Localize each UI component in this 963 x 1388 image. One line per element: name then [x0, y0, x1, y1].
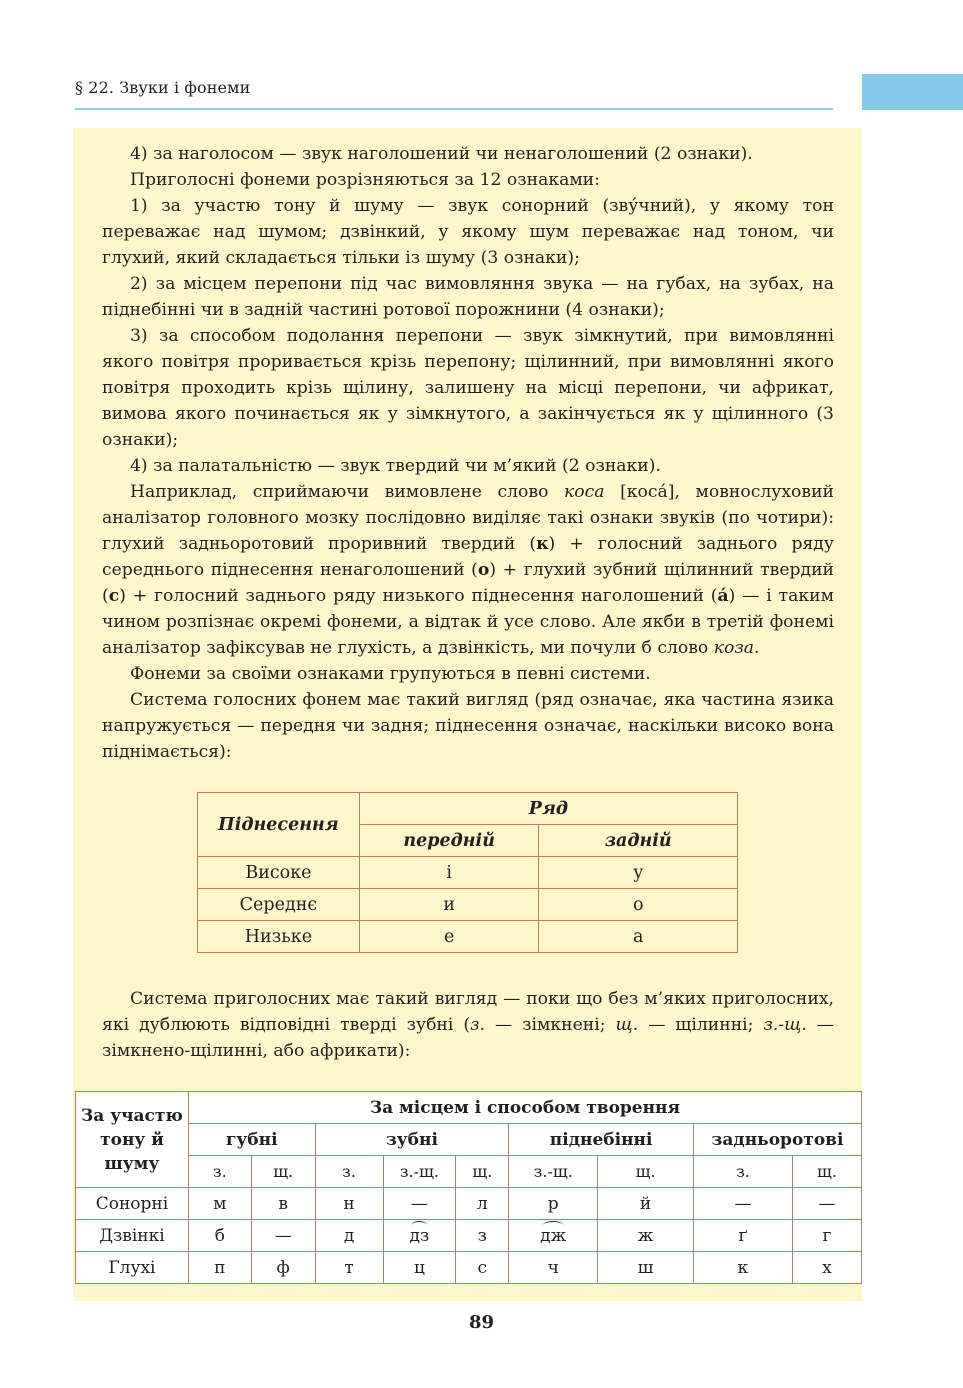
- affricate-dz: дз: [409, 1225, 430, 1246]
- table-cell: д: [315, 1220, 383, 1252]
- table-row: [198, 921, 738, 953]
- table-cell: л: [456, 1188, 509, 1220]
- table-cell: ц: [383, 1252, 456, 1284]
- table-row: [198, 889, 738, 921]
- paragraph: Фонеми за своїми ознаками групуються в певні системи.: [130, 664, 651, 684]
- table-cell: м: [188, 1188, 251, 1220]
- vowel-table: [197, 792, 738, 953]
- table-row: [76, 1252, 862, 1284]
- table-cell: ґ: [694, 1220, 793, 1252]
- table-cell: у: [539, 857, 738, 889]
- manner-header: щ.: [456, 1156, 509, 1188]
- manner-header: щ.: [598, 1156, 694, 1188]
- table-cell: [383, 1220, 456, 1252]
- table-cell: р: [509, 1188, 598, 1220]
- paragraph: 4) за наголосом — звук наголошений чи ненаголошений (2 ознаки).: [130, 144, 753, 164]
- row-label: Дзвінкі: [76, 1220, 189, 1252]
- table-cell: н: [315, 1188, 383, 1220]
- row-label: Середнє: [198, 889, 360, 921]
- row-label: Сонорні: [76, 1188, 189, 1220]
- consonant-table-corner: За участю тону й шуму: [76, 1092, 189, 1188]
- table-cell: й: [598, 1188, 694, 1220]
- row-label: Високе: [198, 857, 360, 889]
- paragraph-example: Наприклад, сприймаючи вимовлене слово коса [коса́], мовнослуховий аналізатор головного мозку послідовно виділяє такі ознаки звуків (по чотири): глухий задньоротовий проривний твердий (к) + голосний заднього ряду середнього піднесення ненаголошений (о) + глухий зубний щілинний твердий (с) + голосний заднього ряду низького піднесення наголошений (а́) — і таким чином розпізнає окремі фонеми, а відтак й усе слово. Але якби в третій фонемі аналізатор зафіксував не глухість, а дзвінкість, ми почули б слово коза.: [102, 482, 835, 658]
- place-header: зубні: [315, 1124, 509, 1156]
- table-cell: —: [383, 1188, 456, 1220]
- word-kosa: коса: [564, 482, 605, 502]
- table-cell: т: [315, 1252, 383, 1284]
- header-divider: [75, 108, 833, 110]
- paragraph: 4) за палатальністю — звук твердий чи м’який (2 ознаки).: [130, 456, 661, 476]
- body-text: [102, 141, 834, 765]
- table-cell: ж: [598, 1220, 694, 1252]
- table-cell: к: [694, 1252, 793, 1284]
- table-cell: и: [359, 889, 539, 921]
- place-header: задньоротові: [694, 1124, 862, 1156]
- place-header: губні: [188, 1124, 315, 1156]
- table-cell: г: [792, 1220, 861, 1252]
- table-row: [76, 1188, 862, 1220]
- paragraph: Приголосні фонеми розрізняються за 12 ознаками:: [130, 170, 600, 190]
- vowel-col-header: задній: [539, 825, 738, 857]
- manner-header: щ.: [251, 1156, 315, 1188]
- table-cell: —: [694, 1188, 793, 1220]
- table-cell: і: [359, 857, 539, 889]
- manner-header: з.: [694, 1156, 793, 1188]
- table-cell: —: [251, 1220, 315, 1252]
- place-header: піднебінні: [509, 1124, 694, 1156]
- table-cell: ч: [509, 1252, 598, 1284]
- table-cell: е: [359, 921, 539, 953]
- consonant-table: [75, 1091, 862, 1284]
- table-cell: с: [456, 1252, 509, 1284]
- page-number: 89: [468, 1312, 495, 1333]
- manner-header: з.: [315, 1156, 383, 1188]
- row-label: Глухі: [76, 1252, 189, 1284]
- table-cell: х: [792, 1252, 861, 1284]
- table-cell: п: [188, 1252, 251, 1284]
- table-cell: з: [456, 1220, 509, 1252]
- table-row: [76, 1220, 862, 1252]
- paragraph: 1) за участю тону й шуму — звук сонорний (зву́чний), у якому тон переважає над шумом; дзвінкий, у якому шум переважає над тоном, чи глухий, який складається тільки із шуму (3 ознаки);: [102, 196, 834, 268]
- paragraph: Система голосних фонем має такий вигляд (ряд означає, яка частина язика напружується — передня чи задня; піднесення означає, наскільки високо вона піднімається):: [102, 690, 834, 762]
- vowel-table-group: Ряд: [359, 793, 737, 825]
- word-koza: коза: [713, 638, 754, 658]
- manner-header: з.-щ.: [383, 1156, 456, 1188]
- chapter-tab: [862, 74, 963, 110]
- manner-header: щ.: [792, 1156, 861, 1188]
- manner-header: з.: [188, 1156, 251, 1188]
- affricate-dzh: дж: [540, 1225, 567, 1246]
- table-cell: о: [539, 889, 738, 921]
- row-label: Низьке: [198, 921, 360, 953]
- paragraph: Система приголосних має такий вигляд — поки що без м’яких приголосних, які дублюють відповідні тверді зубні (з. — зімкнені; щ. — щілинні; з.-щ. — зімкнено-щілинні, або африкати):: [102, 989, 834, 1061]
- table-cell: в: [251, 1188, 315, 1220]
- vowel-col-header: передній: [359, 825, 539, 857]
- table-cell: ш: [598, 1252, 694, 1284]
- vowel-table-corner: Піднесення: [198, 793, 360, 857]
- table-row: [198, 857, 738, 889]
- table-cell: а: [539, 921, 738, 953]
- table-cell: [509, 1220, 598, 1252]
- body-text-consonants: [102, 986, 834, 1064]
- consonant-table-group: За місцем і способом творення: [188, 1092, 861, 1124]
- manner-header: з.-щ.: [509, 1156, 598, 1188]
- section-title: § 22. Звуки і фонеми: [75, 78, 251, 97]
- paragraph: 2) за місцем перепони під час вимовляння звука — на губах, на зубах, на піднебінні чи в задній частині ротової порожнини (4 ознаки);: [102, 274, 834, 320]
- table-cell: —: [792, 1188, 861, 1220]
- table-cell: ф: [251, 1252, 315, 1284]
- table-cell: б: [188, 1220, 251, 1252]
- paragraph: 3) за способом подолання перепони — звук зімкнутий, при вимовлянні якого повітря проривається крізь перепону; щілинний, при вимовлянні якого повітря проходить крізь щілину, залишену на місці перепони, чи африкат, вимова якого починається як у зімкнутого, а закінчується як у щілинного (3 ознаки);: [102, 326, 834, 450]
